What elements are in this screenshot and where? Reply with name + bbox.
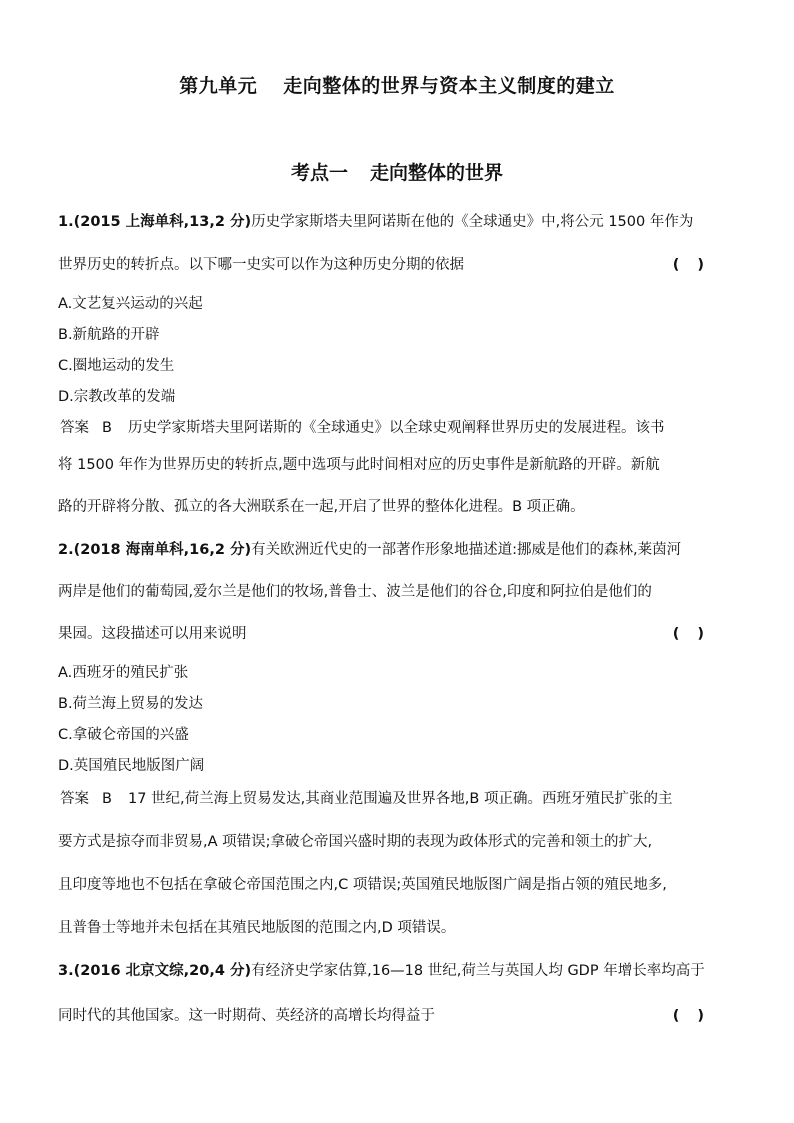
question-2-stem-line-1: 2.(2018 海南单科,16,2 分)有关欧洲近代史的一部著作形象地描述道:挪威是他们的森林,莱茵河: [58, 542, 682, 558]
question-3-answer-blank: (): [672, 1008, 722, 1024]
question-2-option-a: A.西班牙的殖民扩张: [58, 665, 189, 681]
section-name: 走向整体的世界: [370, 162, 504, 184]
question-1-stem-line-1: 1.(2015 上海单科,13,2 分)历史学家斯塔夫里阿诺斯在他的《全球通史》中,将公元 1500 年作为: [58, 214, 694, 230]
question-1-option-b: B.新航路的开辟: [58, 327, 160, 343]
question-2-stem-line-2: 两岸是他们的葡萄园,爱尔兰是他们的牧场,普鲁士、波兰是他们的谷仓,印度和阿拉伯是他们的: [58, 584, 652, 600]
question-1-option-c: C.圈地运动的发生: [58, 358, 175, 374]
question-2-stem-line-3: 果园。这段描述可以用来说明: [58, 626, 247, 642]
question-1-answer-key: B: [102, 420, 112, 436]
question-2-answer-key: B: [102, 791, 112, 807]
question-2-answer-line-4: 且普鲁士等地并未包括在其殖民地版图的范围之内,D 项错误。: [58, 920, 456, 936]
question-1-source: (2015 上海单科,13,2 分): [73, 214, 252, 230]
section-number: 考点一: [290, 162, 348, 184]
question-2-option-b: B.荷兰海上贸易的发达: [58, 696, 204, 712]
question-1-answer-line-1: 答案 B 历史学家斯塔夫里阿诺斯的《全球通史》以全球史观阐释世界历史的发展进程。该书: [60, 420, 665, 436]
question-2-answer-line-3: 且印度等地也不包括在拿破仑帝国范围之内,C 项错误;英国殖民地版图广阔是指占领的殖民地多,: [58, 877, 667, 893]
question-1-answer-blank: (): [672, 257, 722, 273]
section-title: [0, 158, 794, 185]
question-2-answer-line-2: 要方式是掠夺而非贸易,A 项错误;拿破仑帝国兴盛时期的表现为政体形式的完善和领土的扩大,: [58, 834, 653, 850]
question-3-stem-line-2: 同时代的其他国家。这一时期荷、英经济的高增长均得益于: [58, 1008, 435, 1024]
question-2-option-c: C.拿破仑帝国的兴盛: [58, 727, 189, 743]
unit-title: [0, 71, 794, 98]
question-2-option-d: D.英国殖民地版图广阔: [58, 758, 205, 774]
unit-number: 第九单元: [179, 75, 258, 97]
question-1-option-d: D.宗教改革的发端: [58, 389, 176, 405]
question-2-answer-line-1: 答案 B 17 世纪,荷兰海上贸易发达,其商业范围遍及世界各地,B 项正确。西班牙殖民扩张的主: [60, 791, 673, 807]
question-1-answer-line-3: 路的开辟将分散、孤立的各大洲联系在一起,开启了世界的整体化进程。B 项正确。: [58, 499, 585, 515]
unit-name: 走向整体的世界与资本主义制度的建立: [283, 75, 615, 97]
question-3-source: (2016 北京文综,20,4 分): [73, 963, 252, 979]
question-1-answer-line-2: 将 1500 年作为世界历史的转折点,题中选项与此时间相对应的历史事件是新航路的开辟。新航: [58, 457, 660, 473]
question-2-source: (2018 海南单科,16,2 分): [73, 542, 252, 558]
question-1-option-a: A.文艺复兴运动的兴起: [58, 296, 203, 312]
question-2-answer-blank: (): [672, 626, 722, 642]
question-3-stem-line-1: 3.(2016 北京文综,20,4 分)有经济史学家估算,16—18 世纪,荷兰与英国人均 GDP 年增长率均高于: [58, 963, 705, 979]
question-1-stem-line-2: 世界历史的转折点。以下哪一史实可以作为这种历史分期的依据: [58, 257, 464, 273]
